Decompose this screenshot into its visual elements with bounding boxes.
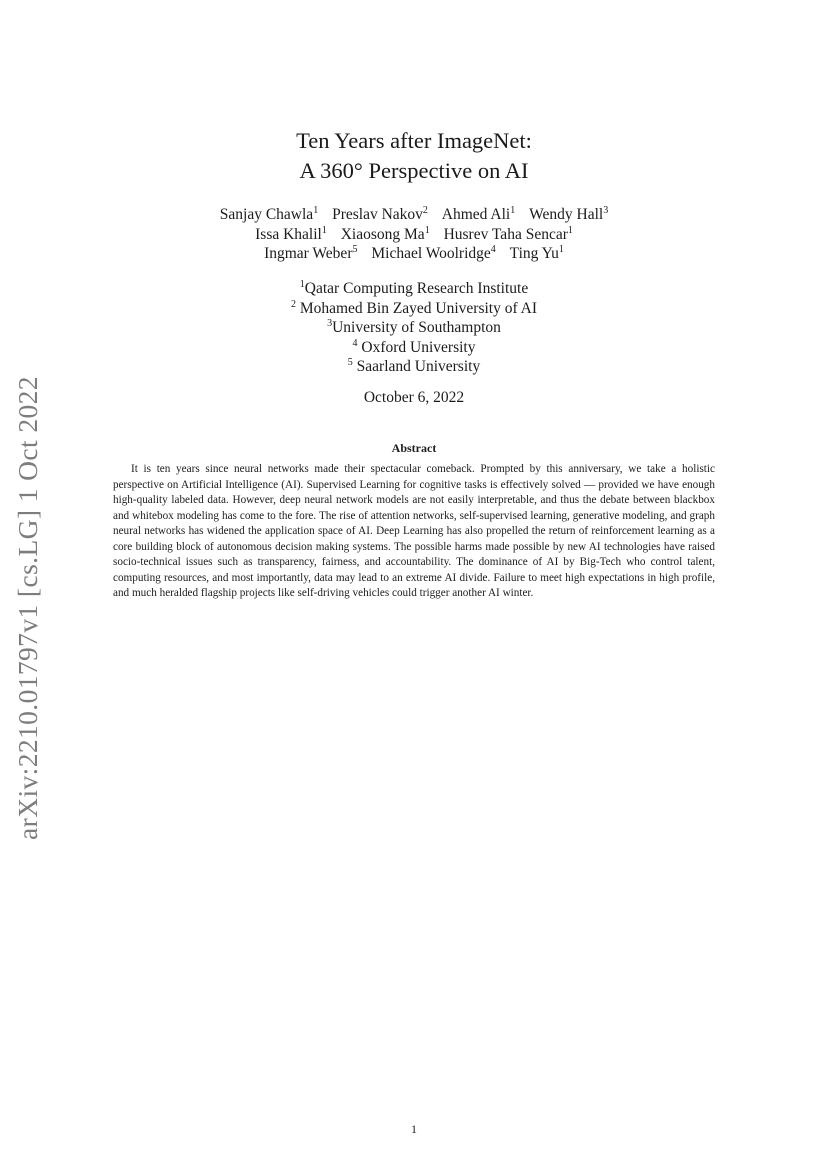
author bbox=[220, 205, 318, 225]
author bbox=[442, 205, 515, 225]
author-name: Ting Yu bbox=[509, 245, 559, 262]
affiliation-mark: 2 bbox=[290, 298, 296, 310]
author-name: Sanjay Chawla bbox=[219, 206, 314, 223]
affiliation-mark: 1 bbox=[510, 205, 516, 216]
page-number: 1 bbox=[411, 1122, 417, 1136]
author bbox=[341, 225, 430, 245]
affiliation-mark: 1 bbox=[558, 244, 564, 255]
author bbox=[255, 225, 327, 245]
author bbox=[529, 205, 608, 225]
affiliation bbox=[150, 299, 678, 319]
arxiv-side-stamp bbox=[0, 372, 56, 844]
publication-date: October 6, 2022 bbox=[363, 389, 465, 406]
author-row bbox=[150, 244, 678, 264]
author-name: Xiaosong Ma bbox=[340, 225, 425, 243]
affiliation bbox=[150, 279, 678, 299]
affiliation-mark: 5 bbox=[347, 357, 353, 368]
author-name: Ahmed Ali bbox=[441, 206, 511, 223]
affiliation-mark: 4 bbox=[352, 337, 358, 349]
affiliation-list bbox=[150, 279, 678, 377]
author-row bbox=[150, 225, 678, 245]
affiliation bbox=[150, 357, 678, 377]
author-name: Wendy Hall bbox=[529, 206, 604, 223]
affiliation-mark: 3 bbox=[603, 205, 609, 216]
affiliation-name: Qatar Computing Research Institute bbox=[304, 280, 529, 297]
author bbox=[371, 244, 495, 264]
affiliation-mark: 1 bbox=[313, 205, 319, 216]
author-name: Issa Khalil bbox=[255, 225, 322, 243]
title-line-2: A 360° Perspective on AI bbox=[299, 158, 529, 183]
author-name: Ingmar Weber bbox=[264, 245, 353, 262]
affiliation-mark: 1 bbox=[321, 224, 327, 236]
title-line-1: Ten Years after ImageNet: bbox=[296, 128, 532, 153]
affiliation-mark: 4 bbox=[490, 244, 496, 255]
abstract-heading: Abstract bbox=[391, 441, 437, 455]
author-name: Husrev Taha Sencar bbox=[443, 225, 568, 243]
affiliation bbox=[150, 338, 678, 358]
affiliation bbox=[150, 318, 678, 338]
author bbox=[332, 205, 428, 225]
author bbox=[264, 244, 357, 264]
author-name: Michael Woolridge bbox=[371, 245, 491, 262]
affiliation-mark: 1 bbox=[567, 224, 573, 236]
author bbox=[444, 225, 573, 245]
author-name: Preslav Nakov bbox=[332, 206, 423, 223]
affiliation-mark: 3 bbox=[327, 318, 333, 329]
affiliation-mark: 2 bbox=[422, 205, 428, 216]
affiliation-name: University of Southampton bbox=[332, 319, 501, 336]
affiliation-mark: 1 bbox=[299, 279, 305, 290]
arxiv-identifier: arXiv:2210.01797v1 [cs.LG] 1 Oct 2022 bbox=[12, 376, 43, 840]
author-list bbox=[150, 205, 678, 264]
affiliation-mark: 1 bbox=[424, 224, 430, 236]
abstract-text: It is ten years since neural networks made their spectacular comeback. Prompted by this anniversary, we take a holistic perspective on Artificial Intelligence (AI). Supervised Learning for cognitive tasks is effectively solved — provided we have enough high-quality labeled data. However, deep neural network models are not easily interpretable, and thus the debate between blackbox and whitebox modeling has come to the fore. The rise of attention networks, self-supervised learning, generative modeling, and graph neural networks has widened the application space of AI. Deep Learning has also propelled the return of reinforcement learning as a core building block of autonomous decision making systems. The possible harms made possible by new AI technologies have raised socio-technical issues such as transparency, fairness, and accountability. The dominance of AI by Big-Tech who control talent, computing resources, and most importantly, data may lead to an extreme AI divide. Failure to meet high expectations in high profile, and much heralded flagship projects like self-driving vehicles could trigger another AI winter. bbox=[113, 463, 715, 599]
affiliation-mark: 5 bbox=[352, 244, 358, 255]
paper-title bbox=[150, 126, 678, 186]
author bbox=[510, 244, 564, 264]
affiliation-name: Saarland University bbox=[352, 358, 481, 375]
author-row bbox=[150, 205, 678, 225]
affiliation-name: Oxford University bbox=[357, 338, 476, 356]
affiliation-name: Mohamed Bin Zayed University of AI bbox=[295, 299, 538, 317]
